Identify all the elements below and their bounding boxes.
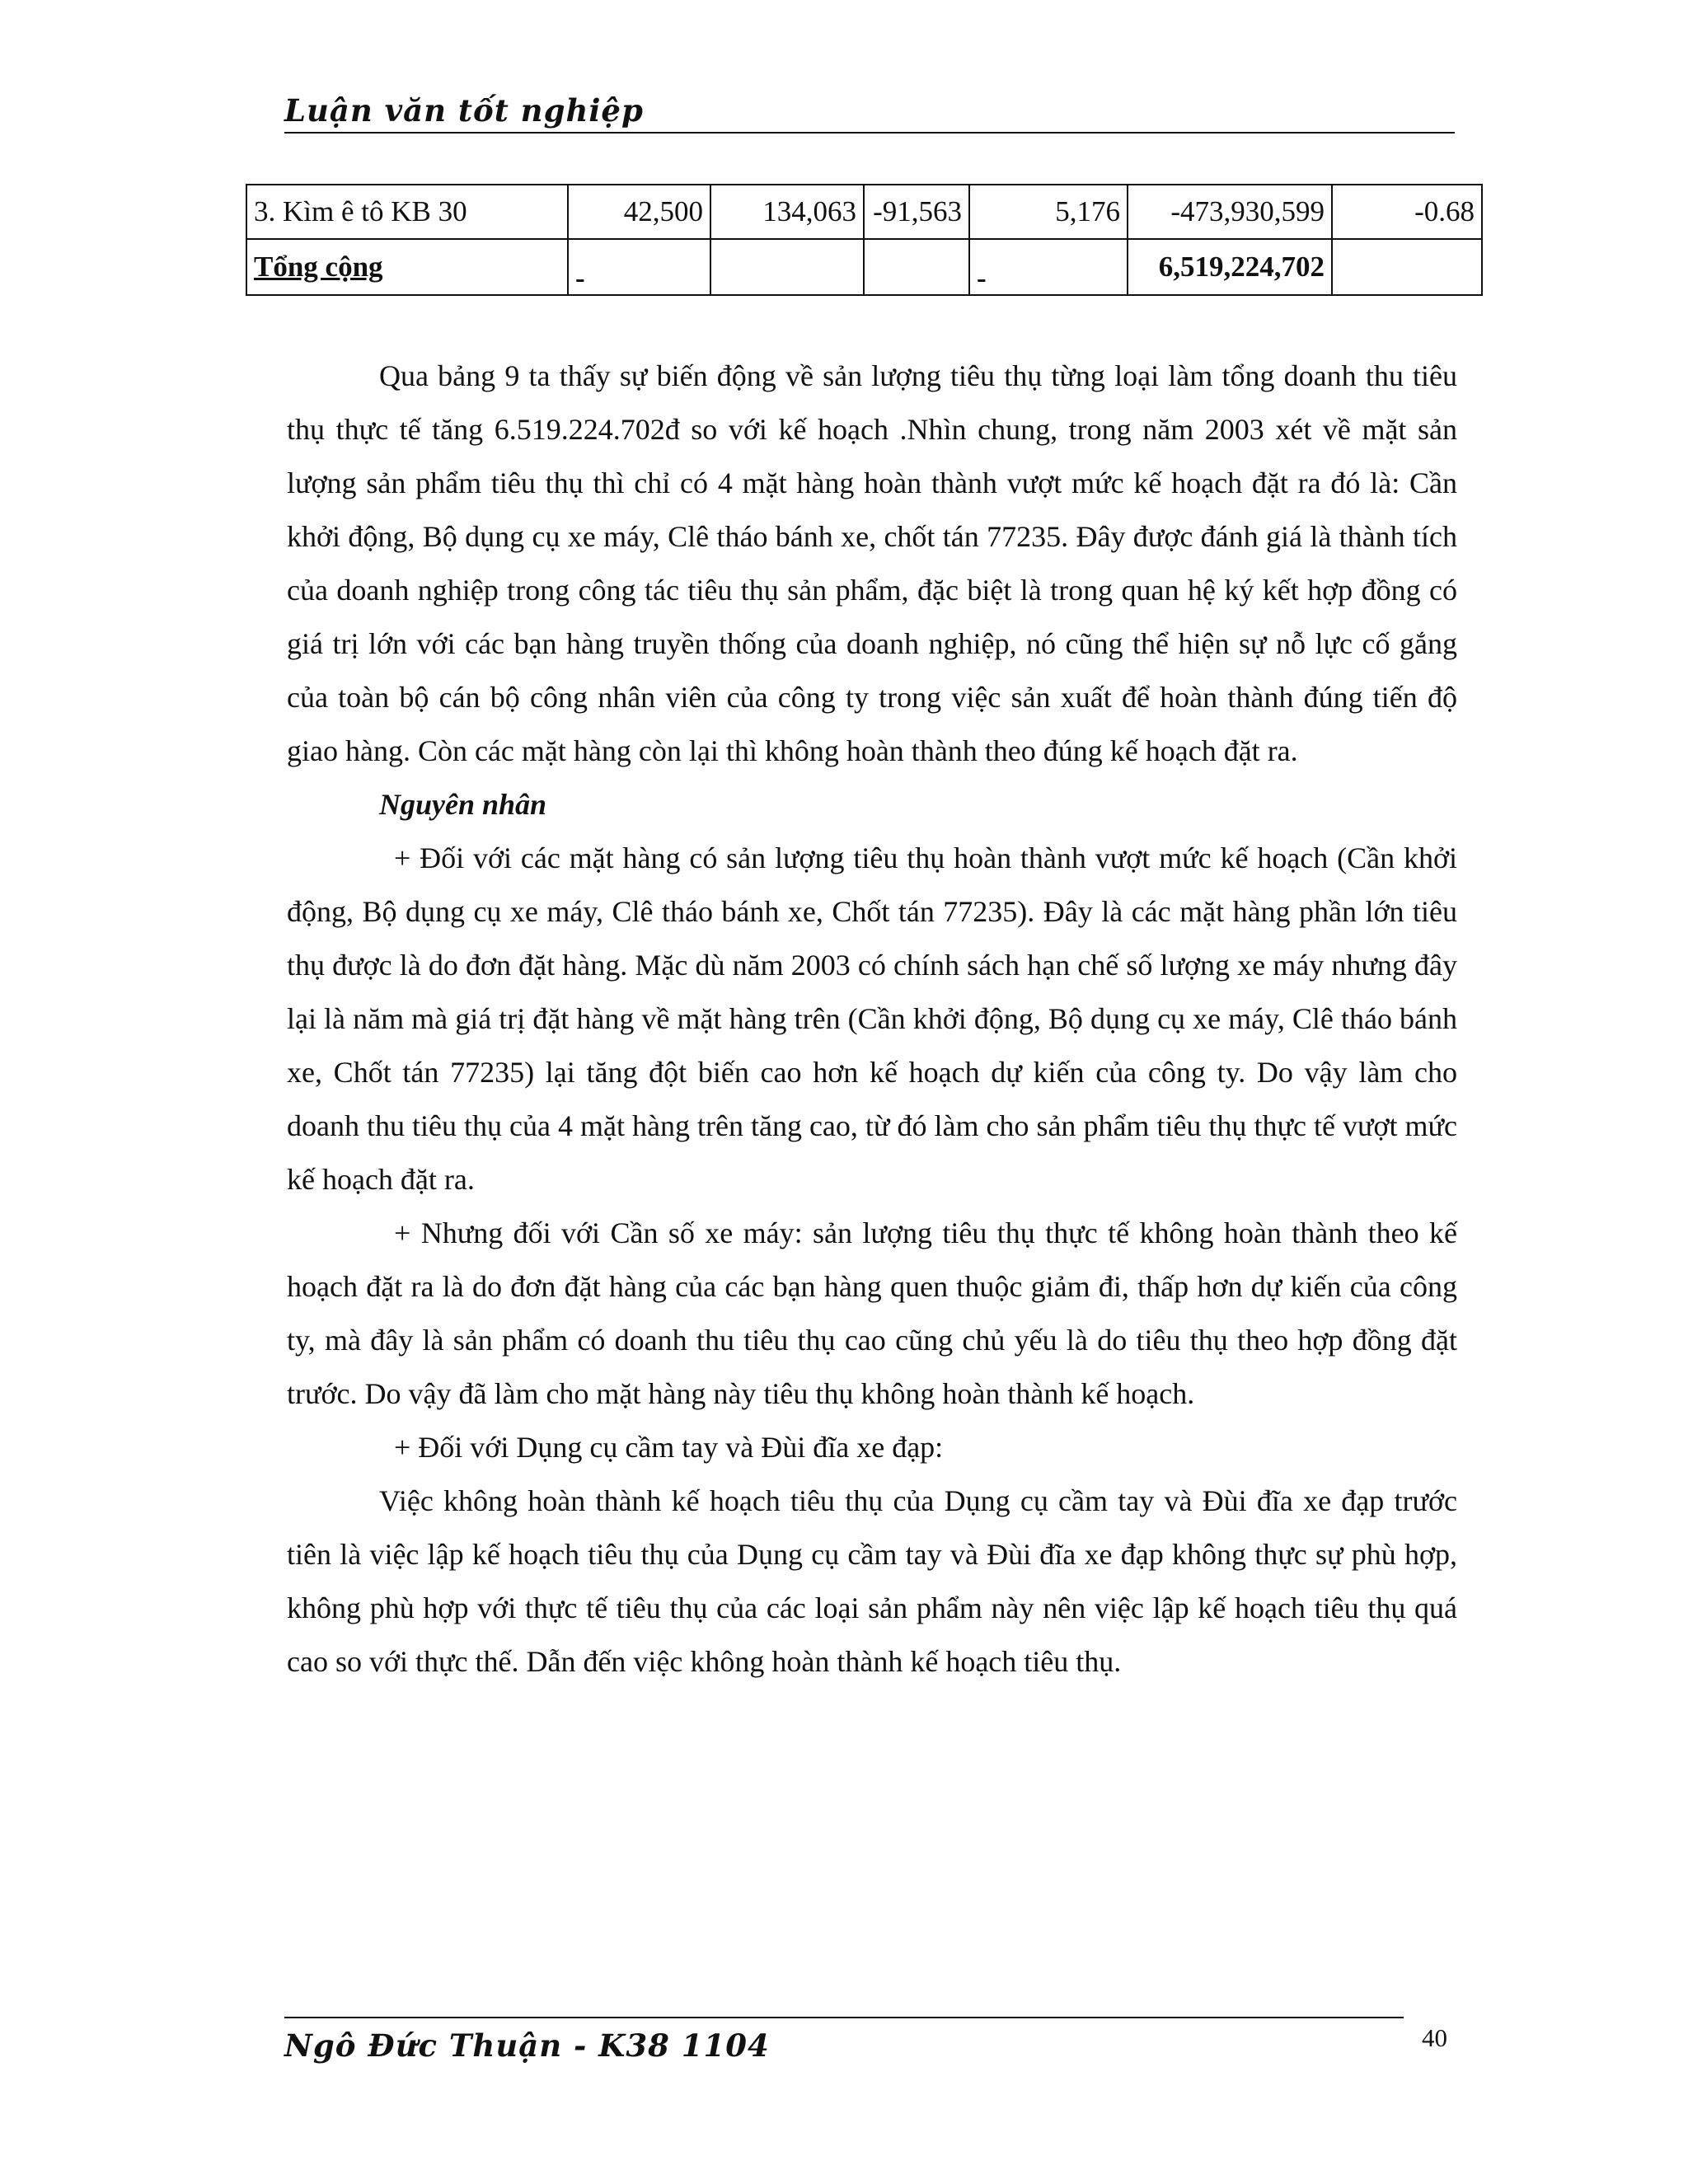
document-header-title: Luận văn tốt nghiệp (284, 92, 644, 129)
total-cell (969, 239, 1128, 295)
row-cell: -0.68 (1332, 185, 1482, 239)
page-number: 40 (1422, 2023, 1447, 2052)
total-dash: - (575, 262, 585, 294)
paragraph: Qua bảng 9 ta thấy sự biến động về sản lượng tiêu thụ từng loại làm tổng doanh thu tiêu thụ thực tế tăng 6.519.224.702đ so với kế hoạch .Nhìn chung, trong năm 2003 xét về mặt sản lượng sản phẩm tiêu thụ thì chỉ có 4 mặt hàng hoàn thành vượt mức kế hoạch đặt ra đó là: Cần khởi động, Bộ dụng cụ xe máy, Clê tháo bánh xe, chốt tán 77235. Đây được đánh giá là thành tích của doanh nghiệp trong công tác tiêu thụ sản phẩm, đặc biệt là trong quan hệ ký kết hợp đồng có giá trị lớn với các bạn hàng truyền thống của doanh nghiệp, nó cũng thể hiện sự nỗ lực cố gắng của toàn bộ cán bộ công nhân viên của công ty trong việc sản xuất để hoàn thành đúng tiến độ giao hàng. Còn các mặt hàng còn lại thì không hoàn thành theo đúng kế hoạch đặt ra. (287, 359, 1457, 767)
header-divider (284, 132, 1455, 134)
paragraph: + Nhưng đối với Cần số xe máy: sản lượng tiêu thụ thực tế không hoàn thành theo kế hoạch đặt ra là do đơn đặt hàng của các bạn hàng quen thuộc giảm đi, thấp hơn dự kiến của công ty, mà đây là sản phẩm có doanh thu tiêu thụ cao cũng chủ yếu là do tiêu thụ theo hợp đồng đặt trước. Do vậy đã làm cho mặt hàng này tiêu thụ không hoàn thành kế hoạch. (287, 1216, 1457, 1410)
row-cell: 134,063 (710, 185, 864, 239)
sales-table (246, 184, 1483, 296)
total-label-cell (246, 239, 568, 295)
row-product-name: 3. Kìm ê tô KB 30 (246, 185, 568, 239)
section-heading: Nguyên nhân (379, 788, 547, 821)
row-cell: -91,563 (864, 185, 969, 239)
total-cell (1332, 239, 1482, 295)
total-cell (568, 239, 710, 295)
total-cell (864, 239, 969, 295)
body-text (287, 349, 1457, 1689)
paragraph: Việc không hoàn thành kế hoạch tiêu thụ của Dụng cụ cầm tay và Đùi đĩa xe đạp trước tiên là việc lập kế hoạch tiêu thụ của Dụng cụ cầm tay và Đùi đĩa xe đạp không thực sự phù hợp, không phù hợp với thực tế tiêu thụ của các loại sản phẩm này nên việc lập kế hoạch tiêu thụ quá cao so với thực thế. Dẫn đến việc không hoàn thành kế hoạch tiêu thụ. (287, 1484, 1457, 1678)
row-cell: 5,176 (969, 185, 1128, 239)
total-value: 6,519,224,702 (1158, 251, 1325, 283)
row-cell: -473,930,599 (1128, 185, 1332, 239)
total-label: Tổng cộng (254, 251, 383, 283)
footer-author: Ngô Đức Thuận - K38 1104 (284, 2027, 770, 2064)
table-total-row (246, 239, 1482, 295)
total-cell (710, 239, 864, 295)
total-cell (1128, 239, 1332, 295)
paragraph: + Đối với Dụng cụ cầm tay và Đùi đĩa xe đạp: (394, 1431, 944, 1464)
footer-divider (284, 2017, 1404, 2018)
row-cell: 42,500 (568, 185, 710, 239)
total-dash: - (977, 262, 987, 294)
table-row (246, 185, 1482, 239)
paragraph: + Đối với các mặt hàng có sản lượng tiêu thụ hoàn thành vượt mức kế hoạch (Cần khởi động, Bộ dụng cụ xe máy, Clê tháo bánh xe, Chốt tán 77235). Đây là các mặt hàng phần lớn tiêu thụ được là do đơn đặt hàng. Mặc dù năm 2003 có chính sách hạn chế số lượng xe máy nhưng đây lại là năm mà giá trị đặt hàng về mặt hàng trên (Cần khởi động, Bộ dụng cụ xe máy, Clê tháo bánh xe, Chốt tán 77235) lại tăng đột biến cao hơn kế hoạch dự kiến của công ty. Do vậy làm cho doanh thu tiêu thụ của 4 mặt hàng trên tăng cao, từ đó làm cho sản phẩm tiêu thụ thực tế vượt mức kế hoạch đặt ra. (287, 841, 1457, 1196)
